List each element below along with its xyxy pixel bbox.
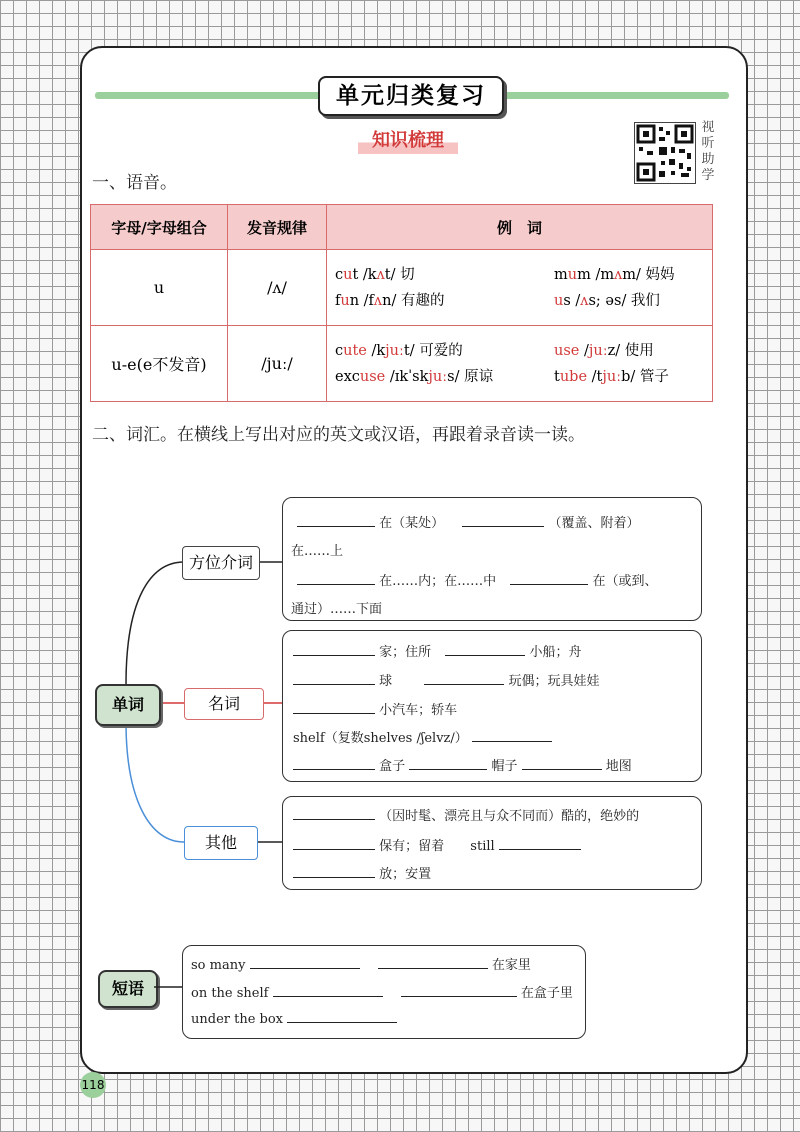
section-vocab-heading: 二、词汇。在横线上写出对应的英文或汉语，再跟着录音读一读。 [92, 425, 585, 445]
hint-text: （因时髦、漂亮且与众不同而）酷的，绝妙的 [379, 809, 640, 824]
hint-text: 帽子 [491, 759, 518, 774]
nouns-box [282, 630, 702, 782]
hint-text: （覆盖、附着） [548, 516, 640, 531]
letters-cell: u [91, 250, 228, 326]
answer-blank[interactable] [287, 1010, 397, 1023]
prepositions-box [282, 497, 702, 621]
answer-blank[interactable] [293, 643, 375, 656]
hint-text: 在（某处） [379, 516, 445, 531]
phrase-text: 在家里 [491, 958, 531, 973]
answer-blank[interactable] [522, 757, 602, 770]
answer-blank[interactable] [250, 956, 360, 969]
answer-blank[interactable] [378, 956, 488, 969]
phrase-text: so many [191, 958, 246, 973]
hint-text: 通过）……下面 [291, 602, 383, 617]
example-word: fun /fʌn/ 有趣的 [335, 292, 445, 309]
example-word: mum /mʌm/ 妈妈 [554, 266, 675, 283]
answer-blank[interactable] [293, 672, 375, 685]
page-title: 单元归类复习 [318, 76, 504, 116]
answer-blank[interactable] [462, 514, 544, 527]
letters-cell: u-e(e不发音) [91, 326, 228, 402]
answer-blank[interactable] [293, 701, 375, 714]
hint-text: 玩偶；玩具娃娃 [508, 674, 600, 689]
answer-blank[interactable] [409, 757, 487, 770]
hint-text: 地图 [605, 759, 632, 774]
hint-text: still [470, 839, 495, 854]
answer-blank[interactable] [510, 572, 588, 585]
answer-blank[interactable] [499, 837, 581, 850]
hint-text: 小汽车；轿车 [379, 703, 458, 718]
mindmap-node-others: 其他 [184, 826, 258, 860]
hint-text: shelf（复数shelves /ʃelvz/） [293, 731, 468, 746]
example-word: tube /tjuːb/ 管子 [554, 368, 669, 385]
mindmap-node-nouns: 名词 [184, 688, 264, 720]
page-number: 118 [80, 1072, 106, 1098]
example-word: us /ʌs; əs/ 我们 [554, 292, 660, 309]
hint-text: 在……内；在……中 [379, 574, 497, 589]
section-phonics-heading: 一、语音。 [92, 173, 177, 193]
video-help-label: 视 听 助 学 [701, 120, 715, 183]
phrases-box [182, 945, 586, 1039]
phrase-text: 在盒子里 [520, 986, 573, 1001]
example-word: cute /kjuːt/ 可爱的 [335, 342, 463, 359]
phrases-connector [154, 986, 184, 990]
hint-text: 球 [379, 674, 393, 689]
example-word: use /juːz/ 使用 [554, 342, 654, 359]
answer-blank[interactable] [401, 984, 517, 997]
others-box [282, 796, 702, 890]
phrase-text: under the box [191, 1012, 284, 1027]
hint-text: 在（或到、 [592, 574, 658, 589]
section-subtitle: 知识梳理 [358, 128, 458, 154]
col-header-examples: 例 词 [327, 205, 713, 250]
answer-blank[interactable] [472, 729, 552, 742]
mindmap-root-words: 单词 [95, 684, 161, 726]
answer-blank[interactable] [297, 514, 375, 527]
phrases-label: 短语 [98, 970, 158, 1008]
col-header-rule: 发音规律 [228, 205, 327, 250]
example-word: excuse /ɪkˈskjuːs/ 原谅 [335, 368, 494, 385]
col-header-letters: 字母/字母组合 [91, 205, 228, 250]
answer-blank[interactable] [297, 572, 375, 585]
answer-blank[interactable] [273, 984, 383, 997]
hint-text: 盒子 [379, 759, 406, 774]
mindmap-node-prepositions: 方位介词 [182, 546, 260, 580]
hint-text: 放；安置 [379, 867, 432, 882]
answer-blank[interactable] [424, 672, 504, 685]
rule-cell: /juː/ [228, 326, 327, 402]
answer-blank[interactable] [445, 643, 525, 656]
hint-text: 家；住所 [379, 645, 432, 660]
answer-blank[interactable] [293, 865, 375, 878]
hint-text: 小船；舟 [529, 645, 582, 660]
example-word: cut /kʌt/ 切 [335, 266, 415, 283]
hint-text: 在……上 [291, 544, 344, 559]
answer-blank[interactable] [293, 837, 375, 850]
answer-blank[interactable] [293, 807, 375, 820]
phrase-text: on the shelf [191, 986, 269, 1001]
answer-blank[interactable] [293, 757, 375, 770]
hint-text: 保有；留着 [379, 839, 445, 854]
rule-cell: /ʌ/ [228, 250, 327, 326]
